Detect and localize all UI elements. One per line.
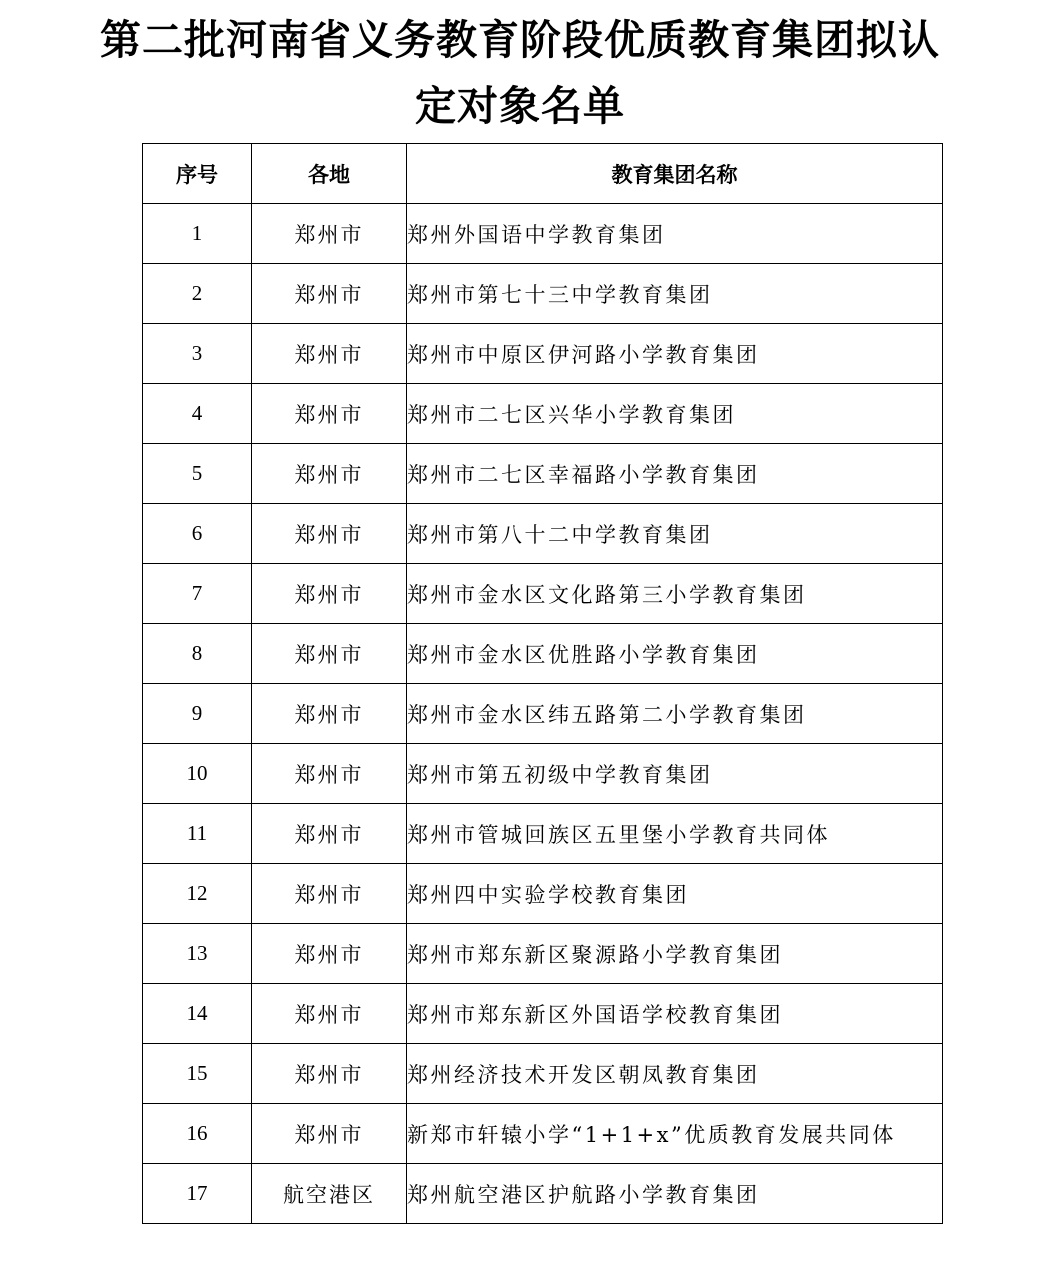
- cell-serial-number: 17: [143, 1164, 252, 1224]
- cell-group-name: 郑州市金水区优胜路小学教育集团: [407, 624, 943, 684]
- cell-group-name: 郑州四中实验学校教育集团: [407, 864, 943, 924]
- table-row: [143, 984, 943, 1044]
- table-row: [143, 624, 943, 684]
- cell-area: 郑州市: [252, 744, 407, 804]
- cell-serial-number: 6: [143, 504, 252, 564]
- cell-group-name: 郑州市第八十二中学教育集团: [407, 504, 943, 564]
- cell-area: 郑州市: [252, 984, 407, 1044]
- cell-area: 郑州市: [252, 1104, 407, 1164]
- cell-group-name: 郑州市郑东新区聚源路小学教育集团: [407, 924, 943, 984]
- cell-serial-number: 14: [143, 984, 252, 1044]
- cell-serial-number: 3: [143, 324, 252, 384]
- table-header-row: [143, 144, 943, 204]
- cell-area: 郑州市: [252, 1044, 407, 1104]
- cell-group-name: 郑州市管城回族区五里堡小学教育共同体: [407, 804, 943, 864]
- cell-group-name: 郑州外国语中学教育集团: [407, 204, 943, 264]
- cell-serial-number: 11: [143, 804, 252, 864]
- cell-group-name: 新郑市轩辕小学“1+1+x”优质教育发展共同体: [407, 1104, 943, 1164]
- cell-area: 郑州市: [252, 684, 407, 744]
- cell-serial-number: 7: [143, 564, 252, 624]
- table-row: [143, 744, 943, 804]
- cell-serial-number: 10: [143, 744, 252, 804]
- cell-group-name: 郑州市第五初级中学教育集团: [407, 744, 943, 804]
- cell-area: 郑州市: [252, 324, 407, 384]
- cell-group-name: 郑州经济技术开发区朝凤教育集团: [407, 1044, 943, 1104]
- cell-area: 郑州市: [252, 444, 407, 504]
- cell-area: 郑州市: [252, 384, 407, 444]
- table-row: [143, 264, 943, 324]
- cell-area: 郑州市: [252, 624, 407, 684]
- cell-group-name: 郑州航空港区护航路小学教育集团: [407, 1164, 943, 1224]
- cell-serial-number: 15: [143, 1044, 252, 1104]
- cell-serial-number: 8: [143, 624, 252, 684]
- table-row: [143, 324, 943, 384]
- header-serial-number: 序号: [143, 144, 252, 204]
- table-row: [143, 1164, 943, 1224]
- education-group-table: [142, 143, 943, 1224]
- table-row: [143, 1104, 943, 1164]
- cell-group-name: 郑州市二七区幸福路小学教育集团: [407, 444, 943, 504]
- document-title-line-1: 第二批河南省义务教育阶段优质教育集团拟认: [100, 16, 940, 64]
- cell-group-name: 郑州市金水区文化路第三小学教育集团: [407, 564, 943, 624]
- cell-group-name: 郑州市二七区兴华小学教育集团: [407, 384, 943, 444]
- cell-serial-number: 12: [143, 864, 252, 924]
- table-row: [143, 1044, 943, 1104]
- document-title-line-2: 定对象名单: [415, 82, 625, 130]
- cell-serial-number: 4: [143, 384, 252, 444]
- header-area: 各地: [252, 144, 407, 204]
- cell-area: 郑州市: [252, 924, 407, 984]
- table-row: [143, 864, 943, 924]
- cell-area: 郑州市: [252, 804, 407, 864]
- cell-serial-number: 5: [143, 444, 252, 504]
- cell-group-name: 郑州市郑东新区外国语学校教育集团: [407, 984, 943, 1044]
- cell-group-name: 郑州市第七十三中学教育集团: [407, 264, 943, 324]
- cell-area: 郑州市: [252, 564, 407, 624]
- cell-serial-number: 9: [143, 684, 252, 744]
- table-body: [143, 204, 943, 1224]
- table-row: [143, 924, 943, 984]
- table-row: [143, 504, 943, 564]
- table-row: [143, 684, 943, 744]
- cell-group-name: 郑州市中原区伊河路小学教育集团: [407, 324, 943, 384]
- header-group-name: 教育集团名称: [407, 144, 943, 204]
- table-row: [143, 204, 943, 264]
- table-row: [143, 804, 943, 864]
- table-row: [143, 564, 943, 624]
- cell-serial-number: 1: [143, 204, 252, 264]
- cell-group-name: 郑州市金水区纬五路第二小学教育集团: [407, 684, 943, 744]
- table-row: [143, 384, 943, 444]
- cell-serial-number: 13: [143, 924, 252, 984]
- cell-serial-number: 16: [143, 1104, 252, 1164]
- cell-area: 郑州市: [252, 264, 407, 324]
- cell-area: 航空港区: [252, 1164, 407, 1224]
- cell-area: 郑州市: [252, 864, 407, 924]
- cell-area: 郑州市: [252, 504, 407, 564]
- cell-serial-number: 2: [143, 264, 252, 324]
- table-row: [143, 444, 943, 504]
- cell-area: 郑州市: [252, 204, 407, 264]
